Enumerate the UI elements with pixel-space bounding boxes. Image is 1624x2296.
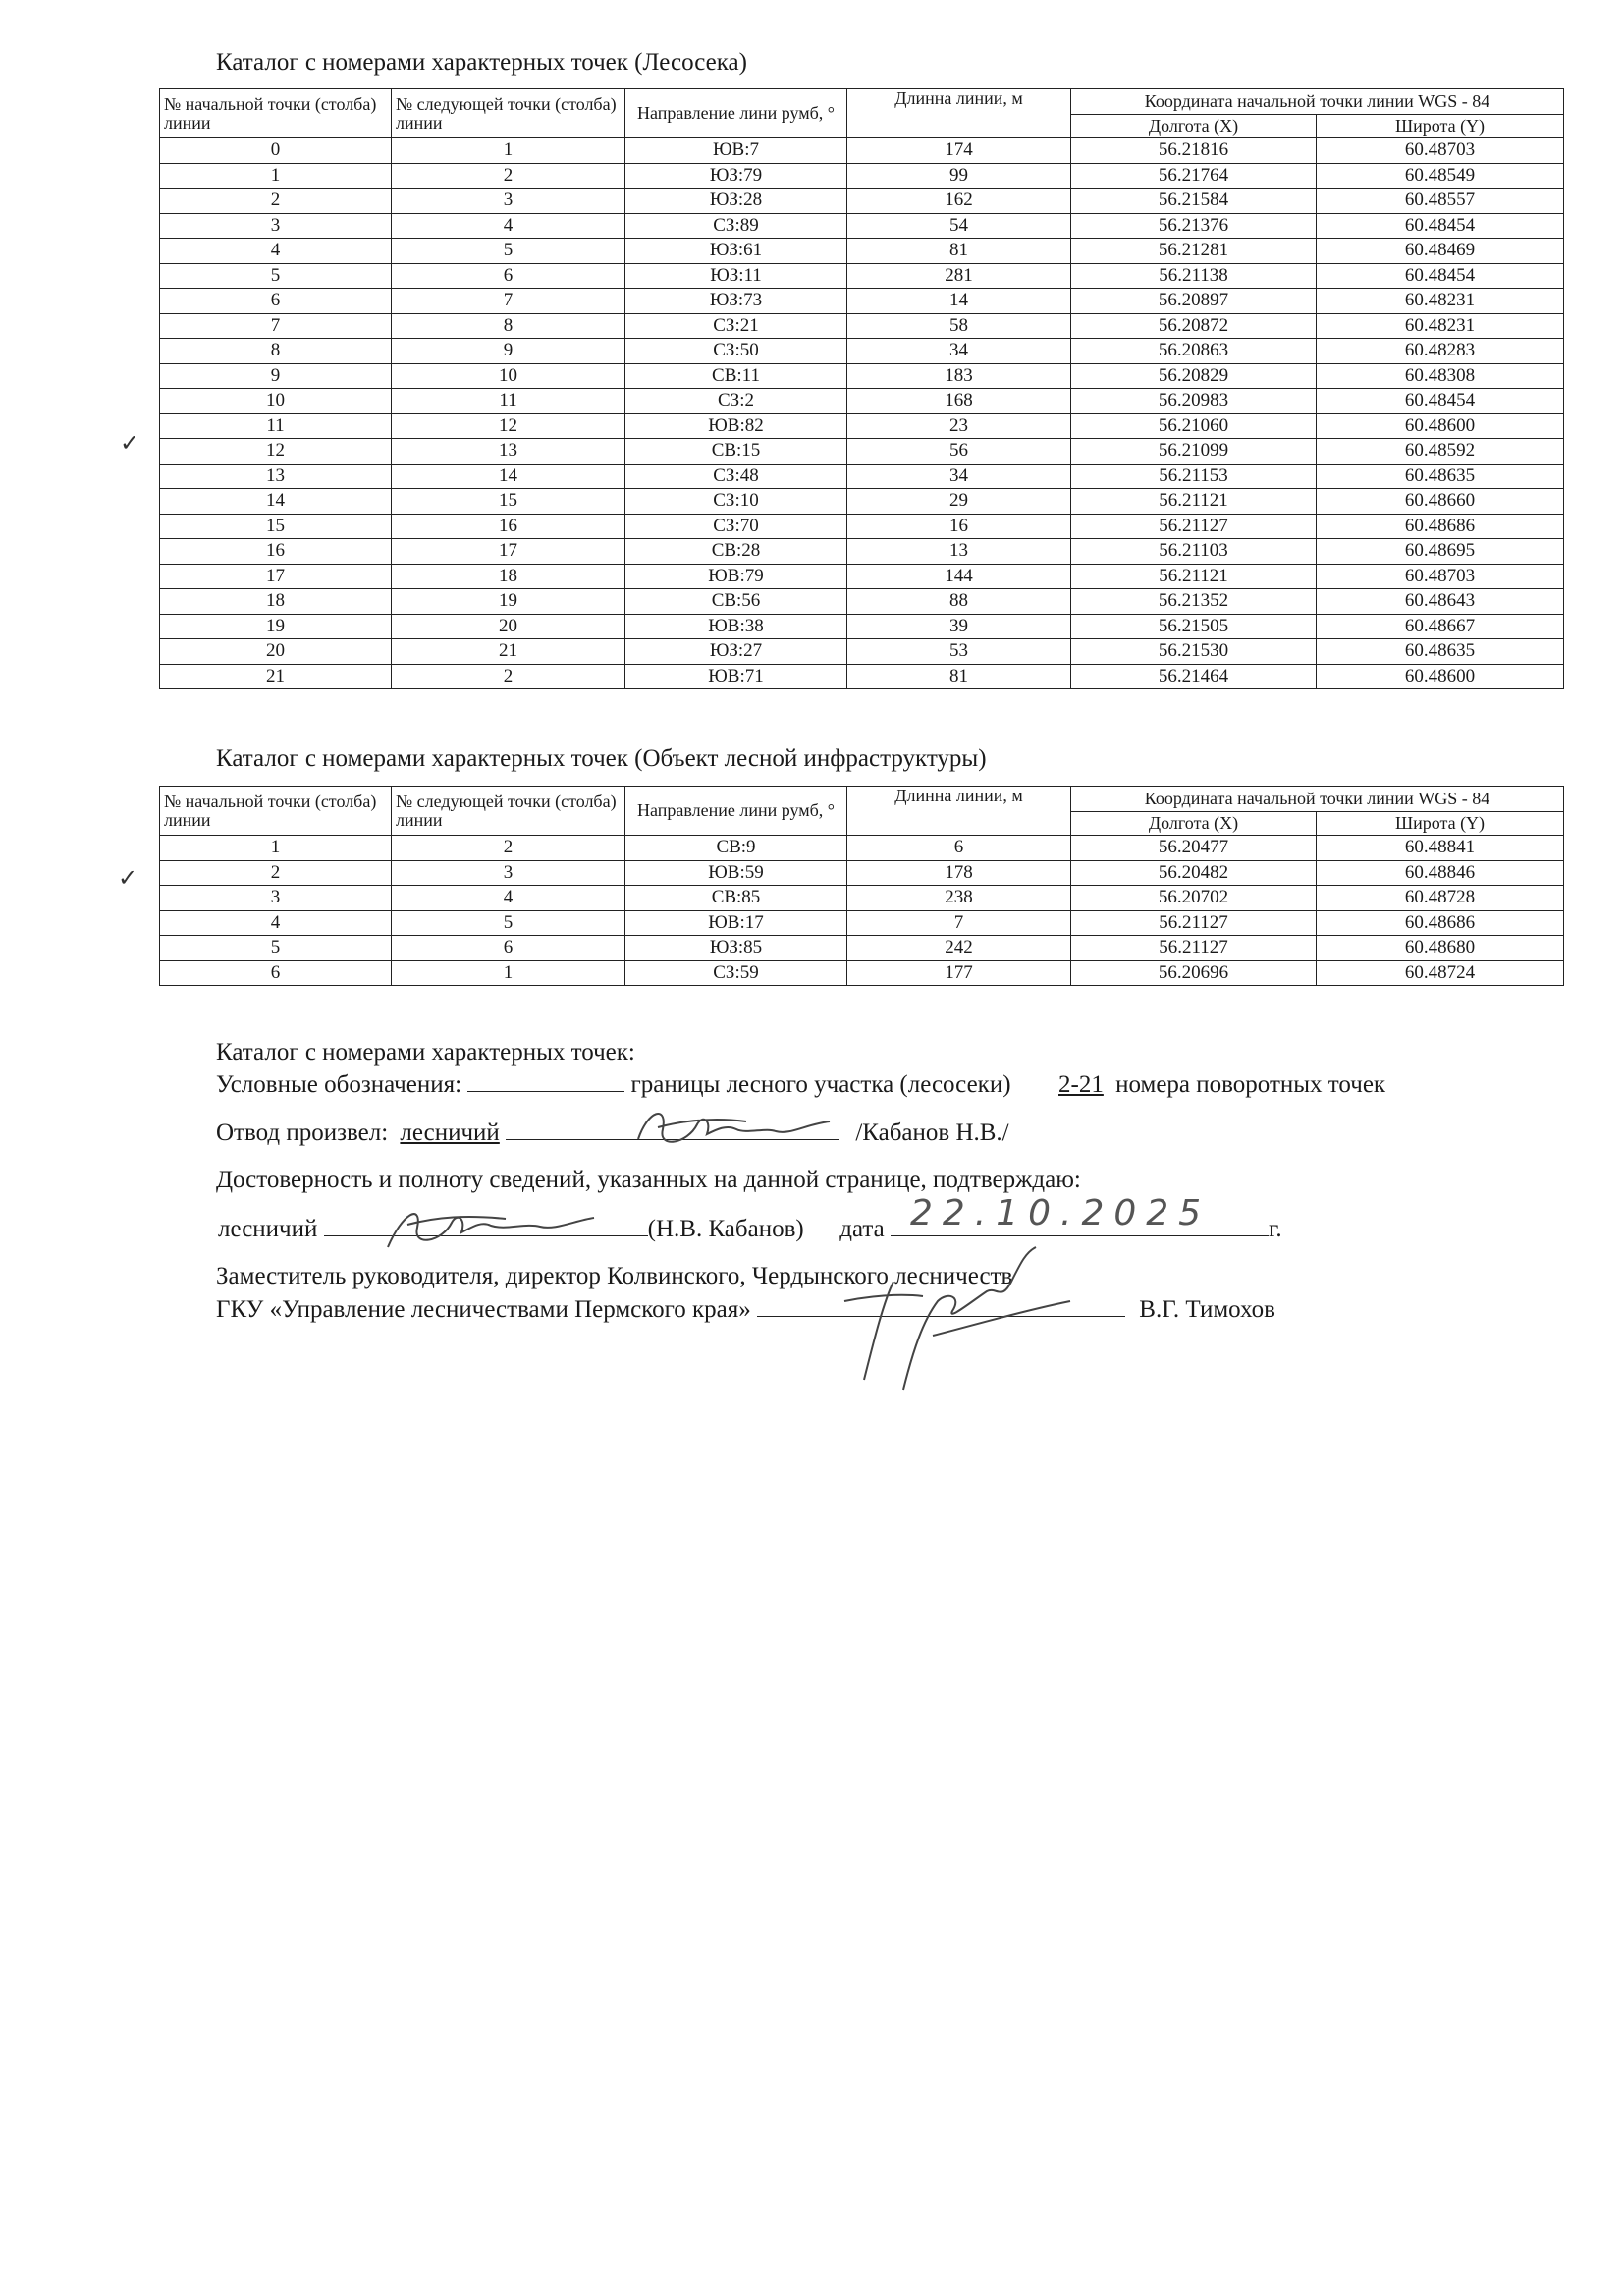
cell-start-point: 17 <box>160 564 392 589</box>
cell-direction: СЗ:89 <box>625 213 847 239</box>
cell-lat: 60.48592 <box>1317 439 1564 465</box>
cell-direction: СЗ:50 <box>625 339 847 364</box>
header-lat: Широта (Y) <box>1317 115 1564 138</box>
cell-direction: ЮВ:7 <box>625 138 847 164</box>
cell-start-point: 1 <box>160 163 392 189</box>
table-row <box>160 836 1564 861</box>
cell-lon: 56.20872 <box>1071 313 1317 339</box>
cell-start-point: 5 <box>160 263 392 289</box>
cell-next-point: 21 <box>392 639 625 665</box>
cell-lon: 56.21764 <box>1071 163 1317 189</box>
cell-lat: 60.48557 <box>1317 189 1564 214</box>
table-row <box>160 389 1564 414</box>
header-lon: Долгота (X) <box>1071 812 1317 836</box>
table1-body <box>160 138 1564 689</box>
cell-lat: 60.48600 <box>1317 664 1564 689</box>
table-row <box>160 936 1564 961</box>
cell-start-point: 12 <box>160 439 392 465</box>
table-row <box>160 589 1564 615</box>
otvod-role: лесничий <box>400 1120 500 1146</box>
cell-lat: 60.48686 <box>1317 514 1564 539</box>
table-row <box>160 614 1564 639</box>
table-row <box>160 213 1564 239</box>
legend-boundary-symbol <box>467 1069 624 1092</box>
cell-length: 183 <box>847 363 1071 389</box>
cell-lon: 56.21127 <box>1071 910 1317 936</box>
cell-length: 14 <box>847 289 1071 314</box>
table-row <box>160 886 1564 911</box>
table-row <box>160 339 1564 364</box>
cell-direction: ЮВ:82 <box>625 413 847 439</box>
cell-length: 242 <box>847 936 1071 961</box>
cell-direction: ЮЗ:73 <box>625 289 847 314</box>
cell-next-point: 17 <box>392 539 625 565</box>
deputy-line1: Заместитель руководителя, директор Колвинского, Чердынского лесничеств <box>216 1263 1013 1289</box>
table1-title: Каталог с номерами характерных точек (Лесосека) <box>216 49 747 76</box>
cell-next-point: 20 <box>392 614 625 639</box>
cell-length: 56 <box>847 439 1071 465</box>
cell-direction: СВ:85 <box>625 886 847 911</box>
cell-lon: 56.21505 <box>1071 614 1317 639</box>
cell-next-point: 1 <box>392 138 625 164</box>
cell-start-point: 1 <box>160 836 392 861</box>
cell-next-point: 8 <box>392 313 625 339</box>
cell-lon: 56.21060 <box>1071 413 1317 439</box>
cell-length: 281 <box>847 263 1071 289</box>
cell-lon: 56.20863 <box>1071 339 1317 364</box>
cell-lon: 56.21103 <box>1071 539 1317 565</box>
header-start-point: № начальной точки (столба) линии <box>160 89 392 138</box>
cell-start-point: 2 <box>160 189 392 214</box>
cell-direction: СВ:28 <box>625 539 847 565</box>
cell-lat: 60.48841 <box>1317 836 1564 861</box>
cell-lat: 60.48231 <box>1317 313 1564 339</box>
cell-start-point: 20 <box>160 639 392 665</box>
cell-lon: 56.21281 <box>1071 239 1317 264</box>
header-length: Длинна линии, м <box>847 89 1071 138</box>
cell-lat: 60.48667 <box>1317 614 1564 639</box>
legend-label: Условные обозначения: <box>216 1071 462 1098</box>
cell-length: 58 <box>847 313 1071 339</box>
deputy-org: ГКУ «Управление лесничествами Пермского края» <box>216 1296 751 1323</box>
cell-start-point: 5 <box>160 936 392 961</box>
cell-lat: 60.48454 <box>1317 389 1564 414</box>
cell-lat: 60.48635 <box>1317 464 1564 489</box>
cell-next-point: 15 <box>392 489 625 515</box>
cell-lat: 60.48660 <box>1317 489 1564 515</box>
table-row <box>160 910 1564 936</box>
cell-lat: 60.48846 <box>1317 860 1564 886</box>
cell-lat: 60.48283 <box>1317 339 1564 364</box>
table-row <box>160 514 1564 539</box>
cell-next-point: 9 <box>392 339 625 364</box>
signature-otvod <box>628 1100 844 1159</box>
confirm-text: Достоверность и полноту сведений, указанных на данной странице, подтверждаю: <box>216 1167 1081 1193</box>
cell-lat: 60.48308 <box>1317 363 1564 389</box>
table-row <box>160 263 1564 289</box>
cell-lon: 56.20897 <box>1071 289 1317 314</box>
date-value: 22.10.2025 <box>909 1193 1212 1233</box>
cell-next-point: 2 <box>392 163 625 189</box>
table-row <box>160 413 1564 439</box>
cell-next-point: 6 <box>392 936 625 961</box>
deputy-name: В.Г. Тимохов <box>1139 1296 1275 1323</box>
cell-direction: СВ:11 <box>625 363 847 389</box>
cell-length: 23 <box>847 413 1071 439</box>
cell-start-point: 2 <box>160 860 392 886</box>
cell-length: 174 <box>847 138 1071 164</box>
cell-length: 177 <box>847 960 1071 986</box>
check-mark: ✓ <box>120 431 140 457</box>
cell-lon: 56.21121 <box>1071 564 1317 589</box>
table-row <box>160 363 1564 389</box>
header-next-point: № следующей точки (столба) линии <box>392 787 625 836</box>
table-row <box>160 489 1564 515</box>
cell-start-point: 11 <box>160 413 392 439</box>
cell-lat: 60.48724 <box>1317 960 1564 986</box>
cell-length: 39 <box>847 614 1071 639</box>
cell-lon: 56.21530 <box>1071 639 1317 665</box>
check-mark: ✓ <box>118 866 138 892</box>
legend-points-text: номера поворотных точек <box>1115 1071 1386 1098</box>
header-start-point: № начальной точки (столба) линии <box>160 787 392 836</box>
table2-body <box>160 836 1564 986</box>
cell-direction: ЮВ:71 <box>625 664 847 689</box>
cell-next-point: 18 <box>392 564 625 589</box>
cell-length: 162 <box>847 189 1071 214</box>
cell-start-point: 6 <box>160 289 392 314</box>
cell-lat: 60.48454 <box>1317 263 1564 289</box>
cell-next-point: 12 <box>392 413 625 439</box>
header-direction: Направление лини румб, ° <box>625 787 847 836</box>
cell-direction: ЮВ:79 <box>625 564 847 589</box>
cell-next-point: 2 <box>392 836 625 861</box>
cell-lat: 60.48703 <box>1317 564 1564 589</box>
cell-lon: 56.21464 <box>1071 664 1317 689</box>
confirm-role: лесничий <box>218 1216 318 1242</box>
cell-next-point: 16 <box>392 514 625 539</box>
cell-direction: СВ:15 <box>625 439 847 465</box>
cell-lon: 56.21127 <box>1071 936 1317 961</box>
cell-length: 144 <box>847 564 1071 589</box>
cell-start-point: 14 <box>160 489 392 515</box>
legend-boundary-text: границы лесного участка (лесосеки) <box>630 1071 1011 1098</box>
cell-direction: ЮЗ:79 <box>625 163 847 189</box>
header-coord-group: Координата начальной точки линии WGS - 84 <box>1071 89 1564 115</box>
cell-direction: ЮВ:59 <box>625 860 847 886</box>
cell-lon: 56.21153 <box>1071 464 1317 489</box>
table-row <box>160 539 1564 565</box>
cell-length: 34 <box>847 339 1071 364</box>
cell-lat: 60.48728 <box>1317 886 1564 911</box>
cell-length: 53 <box>847 639 1071 665</box>
header-direction: Направление лини румб, ° <box>625 89 847 138</box>
cell-next-point: 10 <box>392 363 625 389</box>
cell-start-point: 21 <box>160 664 392 689</box>
table-row <box>160 163 1564 189</box>
signature-confirm <box>378 1193 604 1262</box>
cell-start-point: 16 <box>160 539 392 565</box>
cell-length: 13 <box>847 539 1071 565</box>
table-row <box>160 664 1564 689</box>
table-row <box>160 860 1564 886</box>
cell-direction: ЮВ:17 <box>625 910 847 936</box>
cell-length: 88 <box>847 589 1071 615</box>
cell-lon: 56.20829 <box>1071 363 1317 389</box>
cell-length: 238 <box>847 886 1071 911</box>
cell-start-point: 3 <box>160 886 392 911</box>
cell-start-point: 19 <box>160 614 392 639</box>
cell-direction: ЮВ:38 <box>625 614 847 639</box>
cell-next-point: 19 <box>392 589 625 615</box>
table-row <box>160 960 1564 986</box>
cell-lat: 60.48635 <box>1317 639 1564 665</box>
cell-start-point: 4 <box>160 239 392 264</box>
table-row <box>160 439 1564 465</box>
cell-length: 81 <box>847 664 1071 689</box>
cell-direction: СЗ:2 <box>625 389 847 414</box>
cell-direction: СЗ:21 <box>625 313 847 339</box>
cell-length: 99 <box>847 163 1071 189</box>
cell-next-point: 4 <box>392 886 625 911</box>
legend-line <box>216 1069 1385 1099</box>
otvod-label: Отвод произвел: <box>216 1120 389 1146</box>
cell-lat: 60.48643 <box>1317 589 1564 615</box>
cell-start-point: 13 <box>160 464 392 489</box>
cell-start-point: 0 <box>160 138 392 164</box>
cell-length: 16 <box>847 514 1071 539</box>
cell-next-point: 13 <box>392 439 625 465</box>
cell-lon: 56.20983 <box>1071 389 1317 414</box>
header-lat: Широта (Y) <box>1317 812 1564 836</box>
header-next-point: № следующей точки (столба) линии <box>392 89 625 138</box>
catalog-table-lesoseka <box>159 88 1564 689</box>
table-row <box>160 189 1564 214</box>
cell-direction: СЗ:70 <box>625 514 847 539</box>
cell-start-point: 10 <box>160 389 392 414</box>
cell-lon: 56.21099 <box>1071 439 1317 465</box>
legend-range: 2-21 <box>1058 1071 1104 1098</box>
cell-next-point: 11 <box>392 389 625 414</box>
cell-direction: ЮЗ:11 <box>625 263 847 289</box>
cell-next-point: 4 <box>392 213 625 239</box>
cell-lon: 56.20696 <box>1071 960 1317 986</box>
cell-next-point: 6 <box>392 263 625 289</box>
cell-direction: СВ:56 <box>625 589 847 615</box>
otvod-name: /Кабанов Н.В./ <box>855 1120 1009 1146</box>
signature-deputy <box>815 1242 1110 1399</box>
cell-direction: СВ:9 <box>625 836 847 861</box>
cell-lon: 56.21376 <box>1071 213 1317 239</box>
cell-next-point: 5 <box>392 239 625 264</box>
cell-length: 29 <box>847 489 1071 515</box>
cell-next-point: 1 <box>392 960 625 986</box>
cell-next-point: 5 <box>392 910 625 936</box>
cell-length: 178 <box>847 860 1071 886</box>
cell-direction: ЮЗ:85 <box>625 936 847 961</box>
table-row <box>160 464 1564 489</box>
header-length: Длинна линии, м <box>847 787 1071 836</box>
cell-length: 7 <box>847 910 1071 936</box>
cell-next-point: 14 <box>392 464 625 489</box>
date-label: дата <box>839 1216 885 1242</box>
cell-start-point: 3 <box>160 213 392 239</box>
table-row <box>160 239 1564 264</box>
cell-direction: ЮЗ:27 <box>625 639 847 665</box>
header-coord-group: Координата начальной точки линии WGS - 84 <box>1071 787 1564 812</box>
cell-start-point: 18 <box>160 589 392 615</box>
table2-title: Каталог с номерами характерных точек (Объект лесной инфраструктуры) <box>216 745 987 772</box>
cell-start-point: 4 <box>160 910 392 936</box>
header-lon: Долгота (X) <box>1071 115 1317 138</box>
cell-lon: 56.21121 <box>1071 489 1317 515</box>
date-suffix: г. <box>1268 1216 1282 1242</box>
cell-lon: 56.21816 <box>1071 138 1317 164</box>
cell-length: 168 <box>847 389 1071 414</box>
cell-next-point: 2 <box>392 664 625 689</box>
otvod-line <box>216 1118 1009 1147</box>
catalog-label: Каталог с номерами характерных точек: <box>216 1039 635 1066</box>
table-row <box>160 289 1564 314</box>
cell-start-point: 15 <box>160 514 392 539</box>
cell-lat: 60.48454 <box>1317 213 1564 239</box>
cell-lon: 56.21127 <box>1071 514 1317 539</box>
table-row <box>160 313 1564 339</box>
cell-length: 34 <box>847 464 1071 489</box>
table-row <box>160 639 1564 665</box>
cell-direction: ЮЗ:61 <box>625 239 847 264</box>
cell-lon: 56.20477 <box>1071 836 1317 861</box>
cell-lat: 60.48600 <box>1317 413 1564 439</box>
cell-lat: 60.48231 <box>1317 289 1564 314</box>
cell-lon: 56.20482 <box>1071 860 1317 886</box>
cell-lat: 60.48686 <box>1317 910 1564 936</box>
cell-length: 81 <box>847 239 1071 264</box>
cell-next-point: 3 <box>392 860 625 886</box>
cell-lat: 60.48703 <box>1317 138 1564 164</box>
table-row <box>160 138 1564 164</box>
cell-direction: ЮЗ:28 <box>625 189 847 214</box>
deputy-line2-row <box>216 1294 1275 1324</box>
cell-lat: 60.48680 <box>1317 936 1564 961</box>
cell-direction: СЗ:10 <box>625 489 847 515</box>
cell-lon: 56.21138 <box>1071 263 1317 289</box>
cell-lon: 56.20702 <box>1071 886 1317 911</box>
cell-lat: 60.48469 <box>1317 239 1564 264</box>
cell-lon: 56.21352 <box>1071 589 1317 615</box>
cell-start-point: 6 <box>160 960 392 986</box>
cell-start-point: 8 <box>160 339 392 364</box>
cell-direction: СЗ:48 <box>625 464 847 489</box>
confirm-name: (Н.В. Кабанов) <box>647 1216 804 1242</box>
cell-length: 54 <box>847 213 1071 239</box>
cell-start-point: 9 <box>160 363 392 389</box>
cell-next-point: 3 <box>392 189 625 214</box>
catalog-table-infrastructure <box>159 786 1564 986</box>
date-line <box>891 1193 1269 1236</box>
cell-direction: СЗ:59 <box>625 960 847 986</box>
cell-lat: 60.48549 <box>1317 163 1564 189</box>
cell-lat: 60.48695 <box>1317 539 1564 565</box>
table-row <box>160 564 1564 589</box>
cell-next-point: 7 <box>392 289 625 314</box>
cell-start-point: 7 <box>160 313 392 339</box>
cell-lon: 56.21584 <box>1071 189 1317 214</box>
cell-length: 6 <box>847 836 1071 861</box>
